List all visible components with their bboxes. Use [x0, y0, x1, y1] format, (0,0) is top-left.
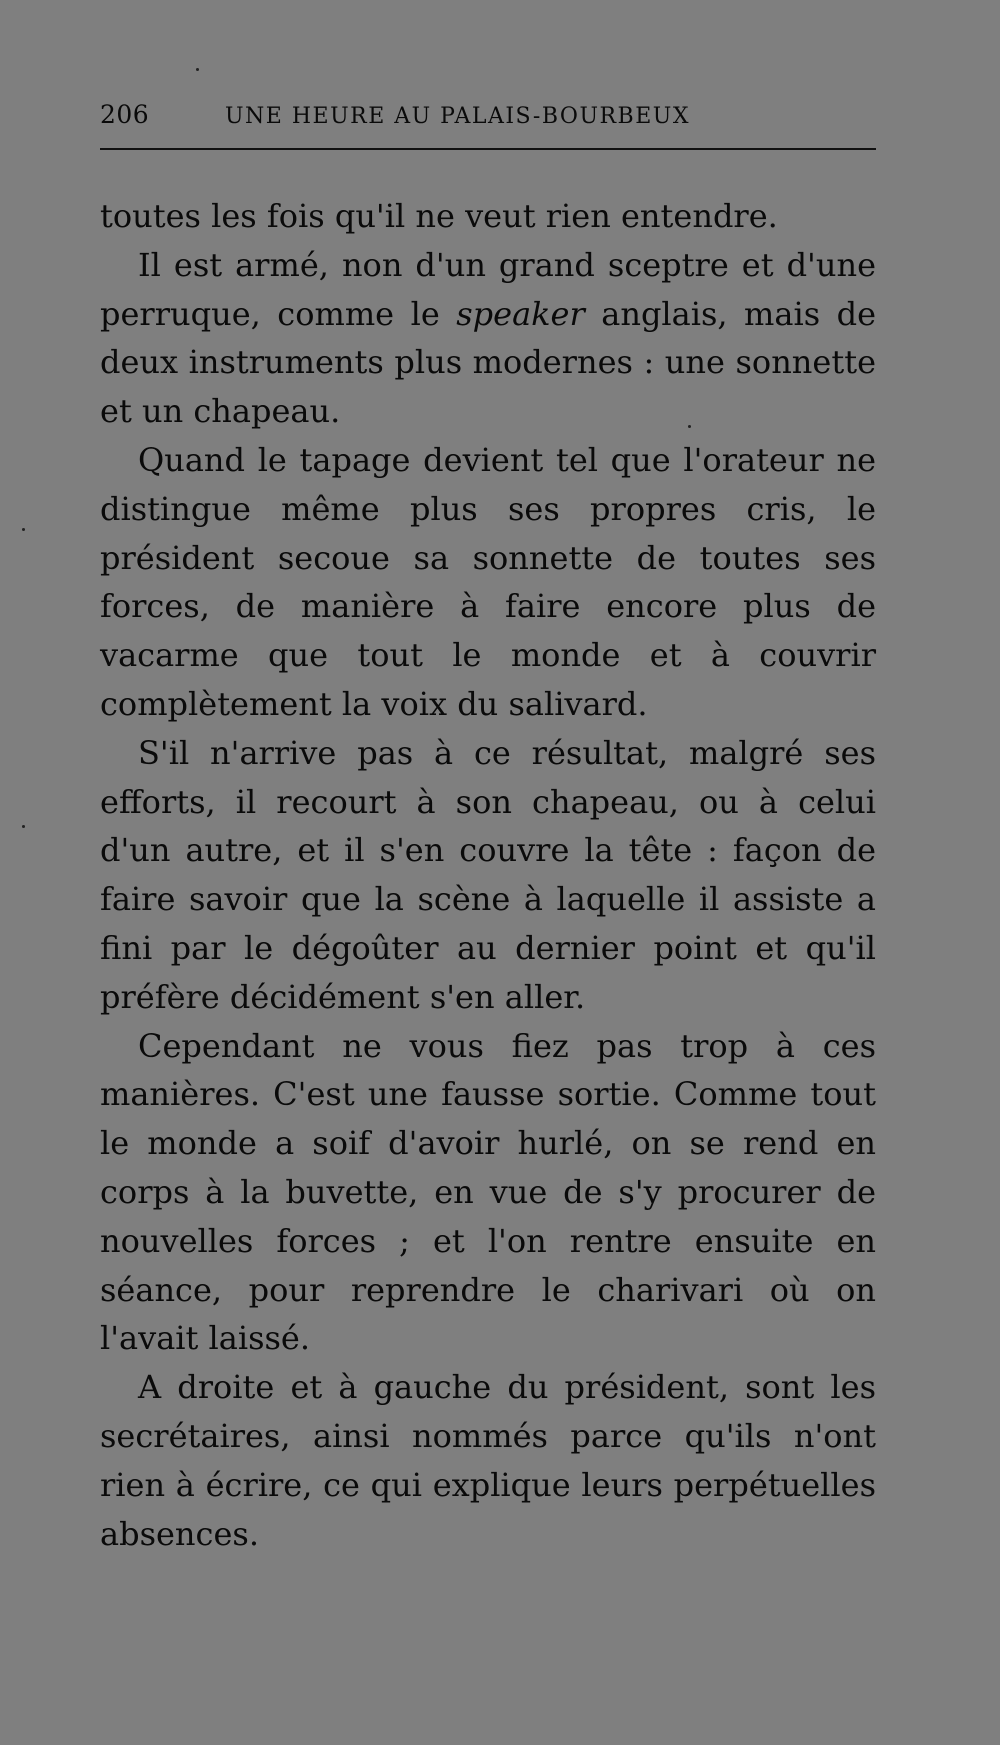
body-text: [100, 192, 876, 1558]
paragraph-5-text: Cependant ne vous fiez pas trop à ces manières. C'est une fausse sortie. Comme tout le monde a soif d'avoir hurlé, on se rend en corps à la buvette, en vue de s'y procurer de nouvelles forces ; et l'on rentre ensuite en séance, pour reprendre le charivari où on l'avait laissé.: [100, 1026, 876, 1358]
paragraph-3: [100, 436, 876, 729]
scan-speck: [22, 528, 25, 531]
paragraph-6-text: A droite et à gauche du président, sont les secrétaires, ainsi nommés parce qu'ils n'ont rien à écrire, ce qui explique leurs perpétuelles absences.: [100, 1368, 876, 1553]
page-number: 206: [100, 100, 150, 129]
paragraph-4-text: S'il n'arrive pas à ce résultat, malgré ses efforts, il recourt à son chapeau, ou à celui d'un autre, et il s'en couvre la tête : façon de faire savoir que la scène à laquelle il assiste a fini par le dégoûter au dernier point et qu'il préfère décidément s'en aller.: [100, 733, 876, 1016]
paragraph-3-text: Quand le tapage devient tel que l'orateur ne distingue même plus ses propres cris, le président secoue sa sonnette de toutes ses forces, de manière à faire encore plus de vacarme que tout le monde et à couvrir complètement la voix du salivard.: [100, 440, 876, 723]
running-head: [100, 100, 876, 136]
paragraph-2: [100, 241, 876, 436]
scan-speck: [688, 425, 691, 428]
paragraph-2-italic-word: speaker: [456, 294, 585, 333]
scan-speck: [22, 825, 25, 828]
paragraph-1-text: toutes les fois qu'il ne veut rien entendre.: [100, 197, 778, 235]
running-title: UNE HEURE AU PALAIS-BOURBEUX: [225, 104, 690, 129]
paragraph-4: [100, 729, 876, 1022]
paragraph-2-text-end: anglais, mais de deux instruments plus modernes : une sonnette et un chapeau.: [100, 294, 877, 431]
paragraph-1: [100, 192, 876, 241]
book-page: [100, 100, 876, 1558]
paragraph-5: [100, 1022, 876, 1364]
scan-speck: [196, 68, 199, 71]
header-rule: [100, 148, 876, 150]
paragraph-6: [100, 1363, 876, 1558]
paragraph-2-text-start: Il est armé, non d'un grand sceptre et d'une perruque, comme le: [100, 245, 876, 333]
